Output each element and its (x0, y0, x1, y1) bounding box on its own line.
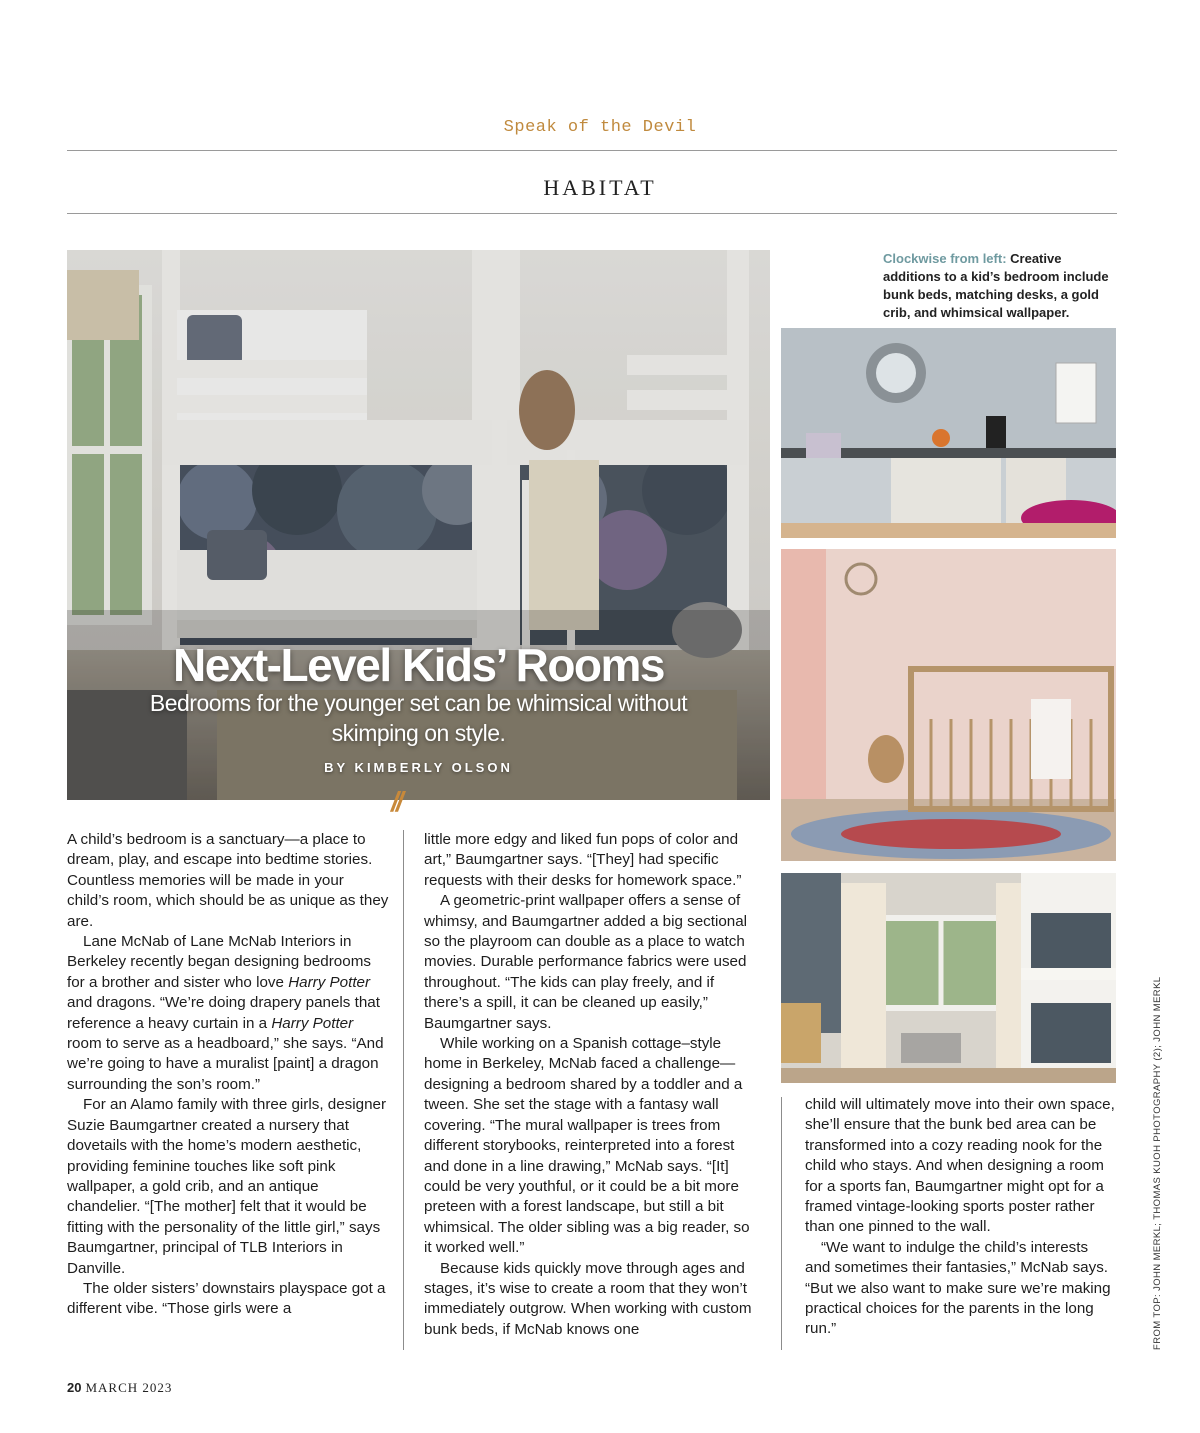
paragraph: Because kids quickly move through ages and stages, it’s wise to create a room that they won’t immediately outgrow. When working with custom bunk beds, if McNab knows one (424, 1259, 752, 1338)
paragraph: child will ultimately move into their own space, she’ll ensure that the bunk bed area can be transformed into a cozy reading nook for the child who stays. And when designing a room for a sports fan, Baumgartner might opt for a framed vintage-looking sports poster rather than one pinned to the wall. (805, 1096, 1115, 1236)
photo-caption (883, 250, 1115, 322)
article-column-1 (67, 830, 389, 1320)
article-dek: Bedrooms for the younger set can be whimsical without skimping on style. (149, 690, 688, 746)
desks-photo (781, 328, 1116, 538)
section-title: HABITAT (543, 175, 657, 200)
article-column-2 (424, 830, 760, 1340)
wallpaper-bunk-photo (781, 873, 1116, 1083)
caption-text: Creative additions to a kid’s bedroom include bunk beds, matching desks, a gold crib, and whimsical wallpaper. (883, 251, 1109, 320)
article-headline: Next-Level Kids’ Rooms (172, 639, 665, 691)
paragraph: “We want to indulge the child’s interests and sometimes their fantasies,” McNab says. “But we also want to make sure we’re making practical choices for the parents in the long run.” (805, 1238, 1111, 1338)
top-rule (67, 150, 1117, 151)
divider-mark: // (391, 786, 401, 817)
paragraph: little more edgy and liked fun pops of color and art,” Baumgartner says. “[They] had specific requests with their desks for homework space.” (424, 831, 742, 889)
paragraph: While working on a Spanish cottage–style home in Berkeley, McNab faced a challenge—designing a bedroom shared by a toddler and a tween. She set the stage with a fantasy wall covering. “The mural wallpaper is trees from different storybooks, reinterpreted into a forest and done in a line drawing,” McNab says. “[It] could be very youthful, or it could be a bit more preteen with a forest landscape, but still a bit whimsical. The older sibling was a big reader, so it worked well.” (424, 1035, 750, 1257)
byline: BY KIMBERLY OLSON (324, 760, 513, 775)
article-column-3 (805, 1095, 1117, 1340)
paragraph: A child’s bedroom is a sanctuary—a place to dream, play, and escape into bedtime stories. Countless memories will be made in your child’s room, which should be as unique as they are. (67, 831, 389, 930)
photo-icon (781, 328, 1116, 538)
page-footer (67, 1380, 172, 1396)
caption-lead: Clockwise from left: (883, 251, 1007, 266)
paragraph: The older sisters’ downstairs playspace got a different vibe. “Those girls were a (67, 1279, 386, 1318)
photo-icon (781, 873, 1116, 1083)
column-divider (403, 830, 404, 1350)
paragraph: Lane McNab of Lane McNab Interiors in Berkeley recently began designing bedrooms for a brother and sister who love Harry Potter and dragons. “We’re doing drapery panels that reference a heavy curtain in a Harry Potter room to serve as a headboard,” she says. “And we’re going to have a muralist [paint] a dragon surrounding the son’s room.” (67, 933, 384, 1093)
section-rule (67, 213, 1117, 214)
photo-icon (781, 549, 1116, 861)
paragraph: A geometric-print wallpaper offers a sense of whimsy, and Baumgartner added a big sectional so the playroom can double as a place to watch movies. Durable performance fabrics were used throughout. “The kids can play freely, and if there’s a spill, it can be cleaned up easily,” Baumgartner says. (424, 892, 748, 1032)
crib-photo (781, 549, 1116, 861)
paragraph: For an Alamo family with three girls, designer Suzie Baumgartner created a nursery that dovetails with the home’s modern aesthetic, providing feminine touches like soft pink wallpaper, a gold crib, and an antique chandelier. “[The mother] felt that it would be fitting with the personality of the little girl,” says Baumgartner, principal of TLB Interiors in Danville. (67, 1096, 387, 1277)
column-divider (781, 1097, 782, 1350)
running-head-kicker: Speak of the Devil (503, 118, 697, 137)
bunk-beds-photo (67, 250, 770, 800)
photo-credit: FROM TOP: JOHN MERKL; THOMAS KUOH PHOTOGRAPHY (2); JOHN MERKL (1152, 976, 1163, 1350)
issue-date: MARCH 2023 (85, 1380, 173, 1395)
page-number: 20 (67, 1380, 82, 1395)
